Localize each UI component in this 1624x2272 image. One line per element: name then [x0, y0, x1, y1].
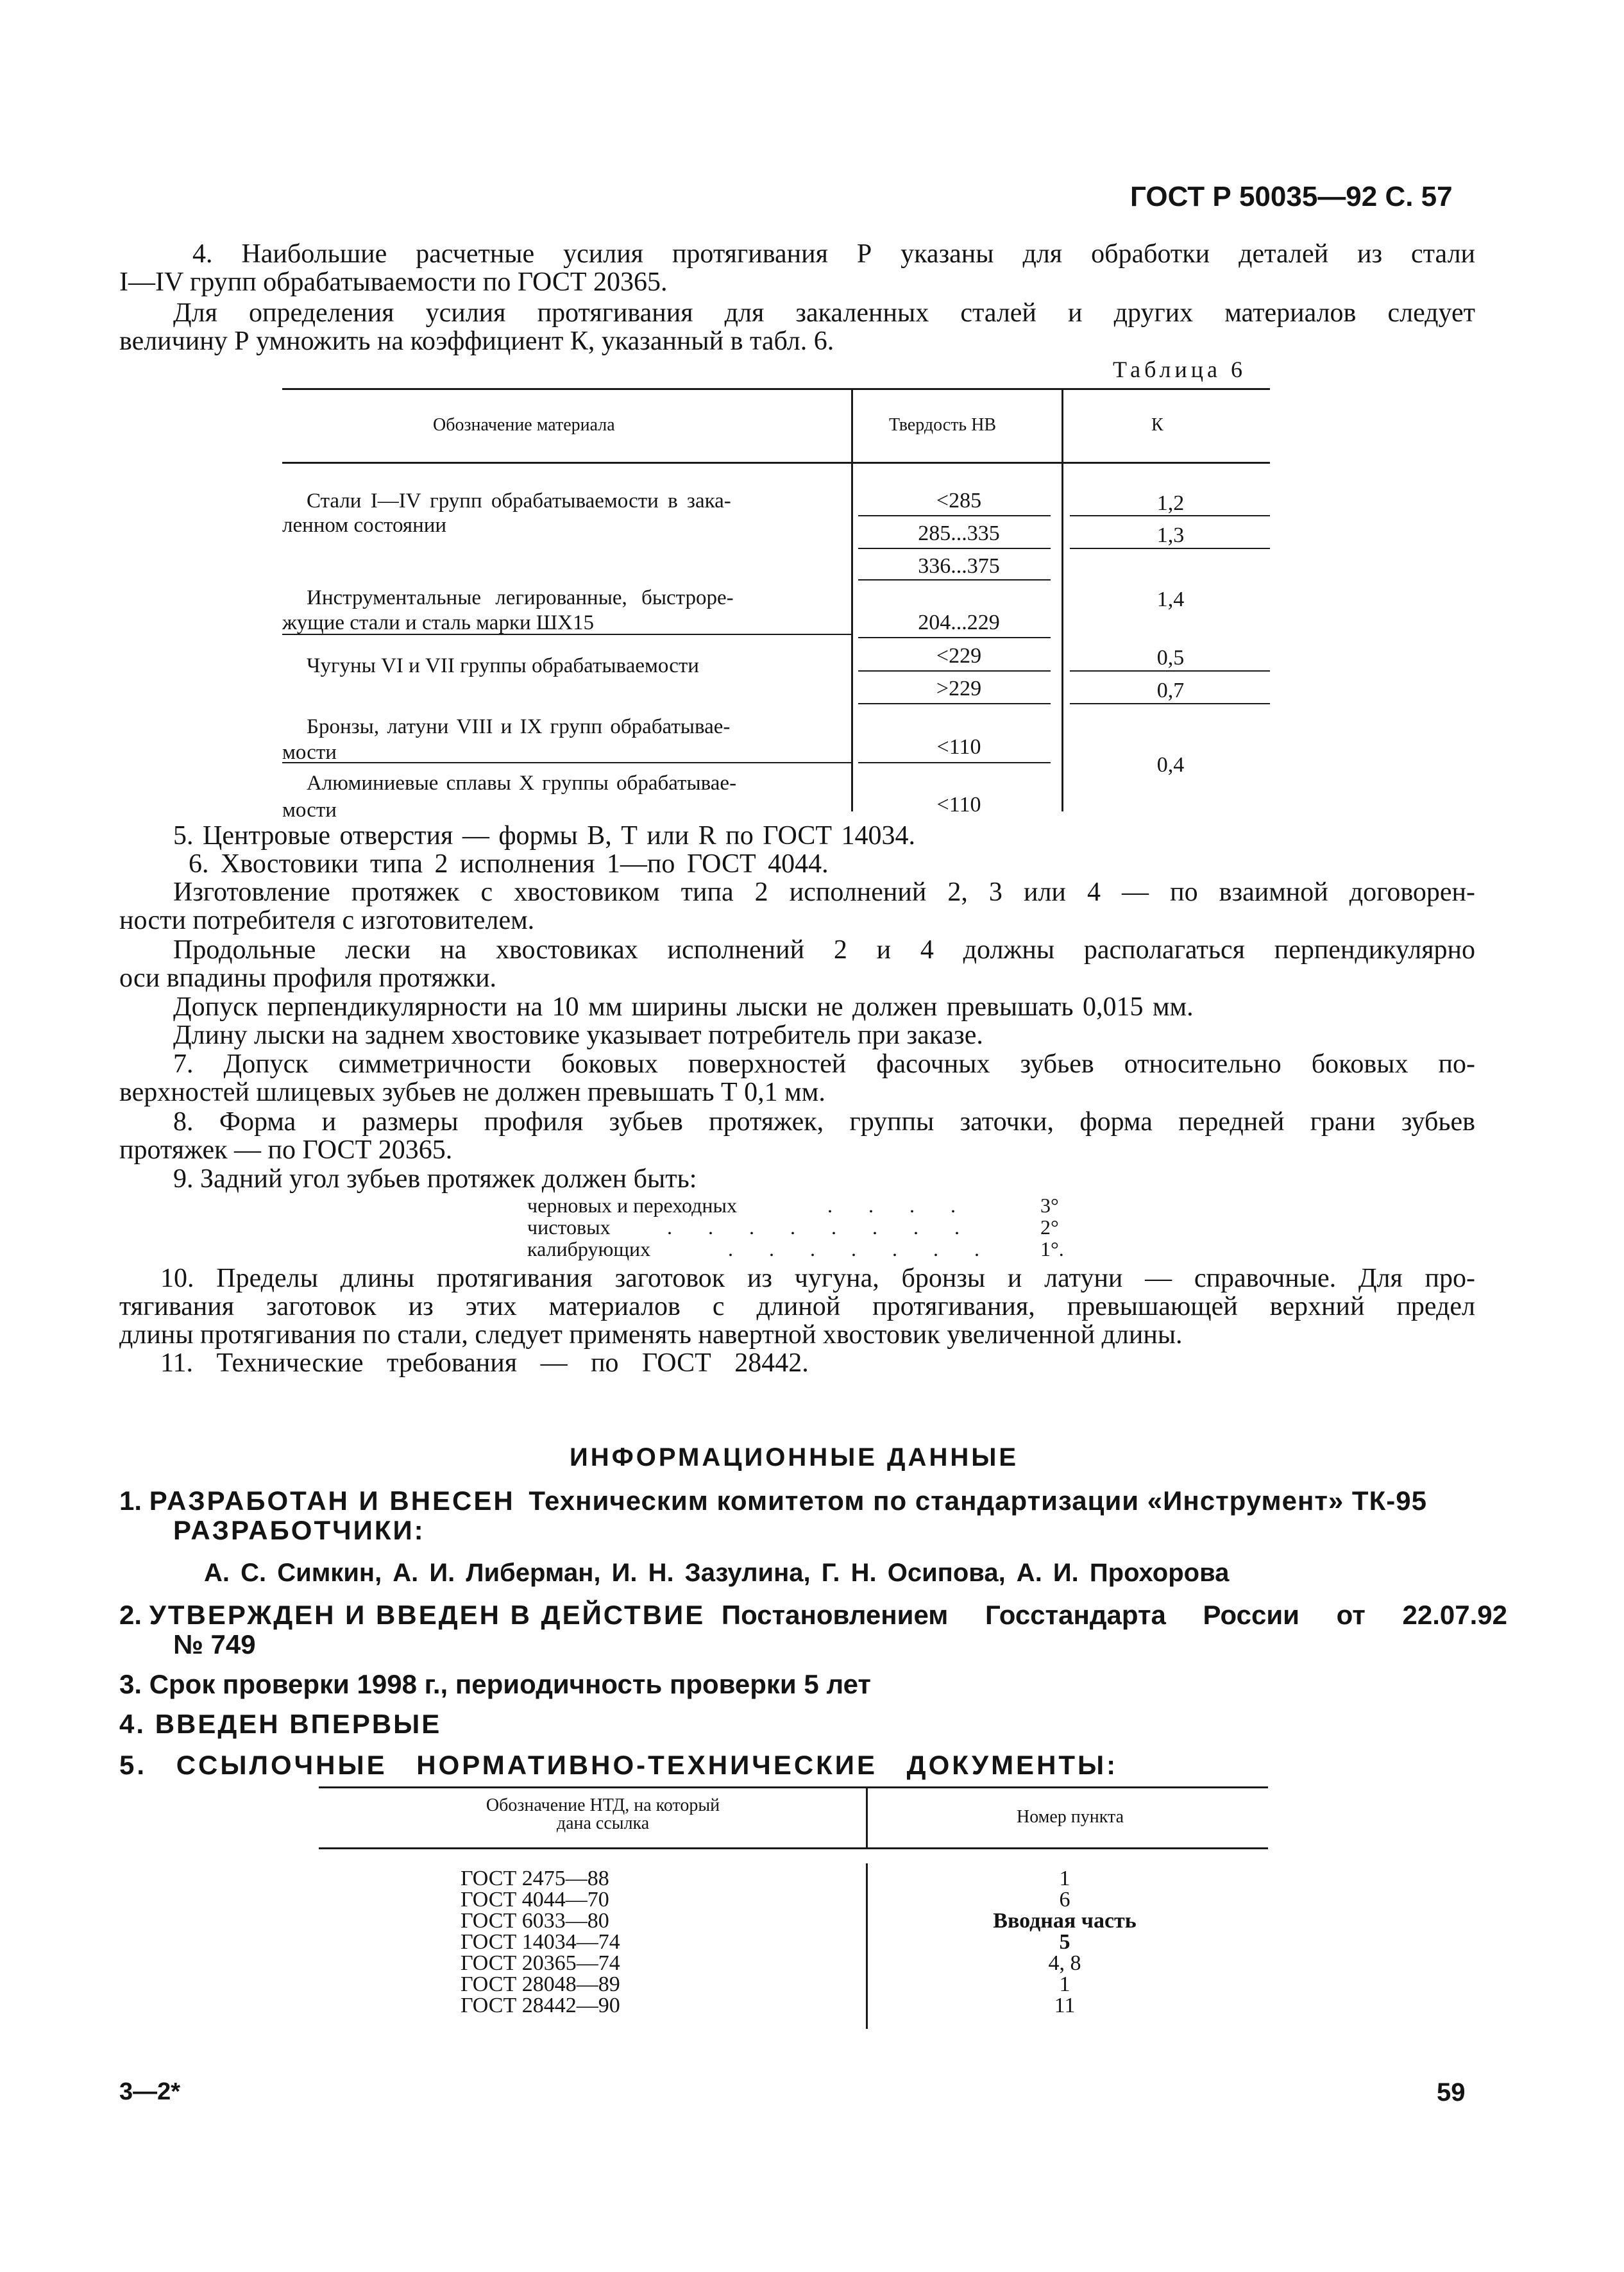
note-7-line-1: 7. Допуск симметричности боковых поверхностей фасочных зубьев относительно боковых по-: [173, 1049, 1475, 1079]
note-4-line-1: 4. Наибольшие расчетные усилия протягивания Р указаны для обработки деталей из стали: [192, 239, 1475, 269]
table-6-hardness: <110: [936, 735, 981, 759]
angle-value: 1°.: [1040, 1237, 1064, 1260]
note-6a-line-2: ности потребителя с изготовителем.: [119, 906, 535, 935]
table-6-header-material: Обозначение материала: [433, 415, 615, 435]
note-8-line-1: 8. Форма и размеры профиля зубьев протяжек, группы заточки, форма передней грани зубьев: [173, 1107, 1475, 1137]
ref-doc: ГОСТ 28048—89: [461, 1972, 620, 1996]
info-item-5: 5. ССЫЛОЧНЫЕ НОРМАТИВНО-ТЕХНИЧЕСКИЕ ДОКУМЕНТЫ:: [119, 1750, 1119, 1780]
table-6-material: Бронзы, латуни VIII и IX групп обрабатывае-: [307, 715, 731, 738]
note-7-line-2: верхностей шлицевых зубьев не должен превышать Т 0,1 мм.: [119, 1078, 825, 1107]
info-item-4: 4. ВВЕДЕН ВПЕРВЫЕ: [119, 1709, 442, 1739]
table-6-hardness: <285: [936, 489, 982, 513]
ref-item: 4, 8: [1048, 1951, 1081, 1975]
note-10-line-3: длины протягивания по стали, следует применять навертной хвостовик увеличенной длины.: [119, 1320, 1183, 1350]
table-6-header-hardness: Твердость НВ: [889, 415, 997, 435]
table-6-k: 0,7: [1156, 679, 1185, 702]
ref-item: 5: [1059, 1930, 1070, 1954]
table-6-hardness: <110: [936, 793, 981, 817]
table-6-material: Алюминиевые сплавы X группы обрабатывае-: [307, 772, 737, 795]
ref-item: 11: [1054, 1994, 1076, 2017]
ref-doc: ГОСТ 20365—74: [461, 1951, 620, 1975]
table-6-k: 1,3: [1156, 523, 1185, 547]
table-6-material: Инструментальные легированные, быстроре-: [307, 586, 734, 609]
angle-value: 3°: [1040, 1194, 1059, 1217]
table-6-hardness: <229: [936, 644, 982, 668]
note-6d: Длину лыски на заднем хвостовике указывает потребитель при заказе.: [173, 1021, 983, 1050]
table-6-material: Стали I—IV групп обрабатываемости в зака-: [307, 489, 731, 513]
note-5: 5. Центровые отверстия — формы В, Т или R по ГОСТ 14034.: [173, 821, 916, 851]
note-6b-line-1: Продольные лески на хвостовиках исполнений 2 и 4 должны располагаться перпендикулярно: [173, 935, 1475, 965]
ref-doc: ГОСТ 28442—90: [461, 1994, 620, 2017]
note-9: 9. Задний угол зубьев протяжек должен быть:: [173, 1164, 697, 1194]
angle-label: черновых и переходных: [527, 1194, 738, 1217]
note-4b-line-1: Для определения усилия протягивания для закаленных сталей и других материалов следует: [173, 298, 1475, 328]
info-item-3: 3. Срок проверки 1998 г., периодичность проверки 5 лет: [119, 1669, 871, 1699]
table-6-k: 0,4: [1156, 753, 1185, 777]
ref-header-item: Номер пункта: [1016, 1807, 1124, 1827]
table-6-material: ленном состоянии: [282, 514, 447, 537]
ref-item: 1: [1059, 1867, 1070, 1890]
table-6-k: 1,2: [1156, 491, 1185, 515]
table-6-hardness: >229: [936, 677, 982, 700]
note-6b-line-2: оси впадины профиля протяжки.: [119, 963, 497, 993]
page-number: 59: [1437, 2078, 1466, 2107]
table-6-k: 0,5: [1156, 646, 1185, 670]
note-10-line-1: 10. Пределы длины протягивания заготовок из чугуна, бронзы и латуни — справочные. Для про-: [160, 1264, 1475, 1293]
table-6-material: мости: [282, 799, 337, 822]
note-11: 11. Технические требования — по ГОСТ 28442.: [160, 1348, 809, 1378]
ref-header-doc-line1: Обозначение НТД, на который: [486, 1795, 720, 1815]
info-item-2: 2. УТВЕРЖДЕН И ВВЕДЕН В ДЕЙСТВИЕ Постановлением Госстандарта России от 22.07.92: [119, 1600, 1507, 1630]
info-developers-names: А. С. Симкин, А. И. Либерман, И. Н. Зазулина, Г. Н. Осипова, А. И. Прохорова: [204, 1559, 1230, 1587]
ref-doc: ГОСТ 2475—88: [461, 1867, 609, 1890]
table-6-caption: Таблица 6: [1113, 357, 1246, 382]
angle-label: чистовых: [527, 1216, 611, 1239]
table-6-header-k: К: [1151, 415, 1163, 435]
ref-doc: ГОСТ 4044—70: [461, 1888, 609, 1912]
ref-item: Вводная часть: [993, 1909, 1137, 1933]
page-header: ГОСТ Р 50035—92 С. 57: [1130, 181, 1453, 212]
angle-value: 2°: [1040, 1216, 1059, 1239]
table-6-hardness: 204...229: [918, 611, 1000, 634]
table-6-material: Чугуны VI и VII группы обрабатываемости: [307, 654, 699, 677]
table-6-hardness: 285...335: [918, 521, 1000, 545]
info-developers-label: РАЗРАБОТЧИКИ:: [173, 1515, 425, 1545]
note-6c: Допуск перпендикулярности на 10 мм ширины лыски не должен превышать 0,015 мм.: [173, 992, 1194, 1022]
ref-item: 1: [1059, 1972, 1070, 1996]
note-4b-line-2: величину Р умножить на коэффициент К, указанный в табл. 6.: [119, 326, 834, 356]
table-6-k: 1,4: [1156, 588, 1185, 611]
note-6: 6. Хвостовики типа 2 исполнения 1—по ГОСТ 4044.: [189, 849, 829, 879]
note-6a-line-1: Изготовление протяжек с хвостовиком типа 2 исполнений 2, 3 или 4 — по взаимной договорен-: [173, 877, 1475, 907]
note-8-line-2: протяжек — по ГОСТ 20365.: [119, 1135, 453, 1165]
note-10-line-2: тягивания заготовок из этих материалов с длиной протягивания, превышающей верхний предел: [119, 1292, 1475, 1321]
note-4-line-2: I—IV групп обрабатываемости по ГОСТ 20365.: [119, 267, 668, 297]
ref-doc: ГОСТ 14034—74: [461, 1930, 620, 1954]
table-6-material: жущие стали и сталь марки ШХ15: [282, 611, 595, 634]
info-item-1: 1. РАЗРАБОТАН И ВНЕСЕН Техническим комитетом по стандартизации «Инструмент» ТК-95: [119, 1486, 1427, 1516]
info-decree-number: № 749: [173, 1629, 256, 1659]
table-6-hardness: 336...375: [918, 554, 1000, 578]
table-6-material: мости: [282, 741, 337, 764]
ref-item: 6: [1059, 1888, 1070, 1912]
ref-doc: ГОСТ 6033—80: [461, 1909, 609, 1933]
footer-sheet-mark: 3—2*: [119, 2078, 181, 2105]
angle-label: калибрующих: [527, 1237, 651, 1260]
info-title: ИНФОРМАЦИОННЫЕ ДАННЫЕ: [570, 1443, 1019, 1471]
ref-header-doc-line2: дана ссылка: [556, 1813, 650, 1833]
